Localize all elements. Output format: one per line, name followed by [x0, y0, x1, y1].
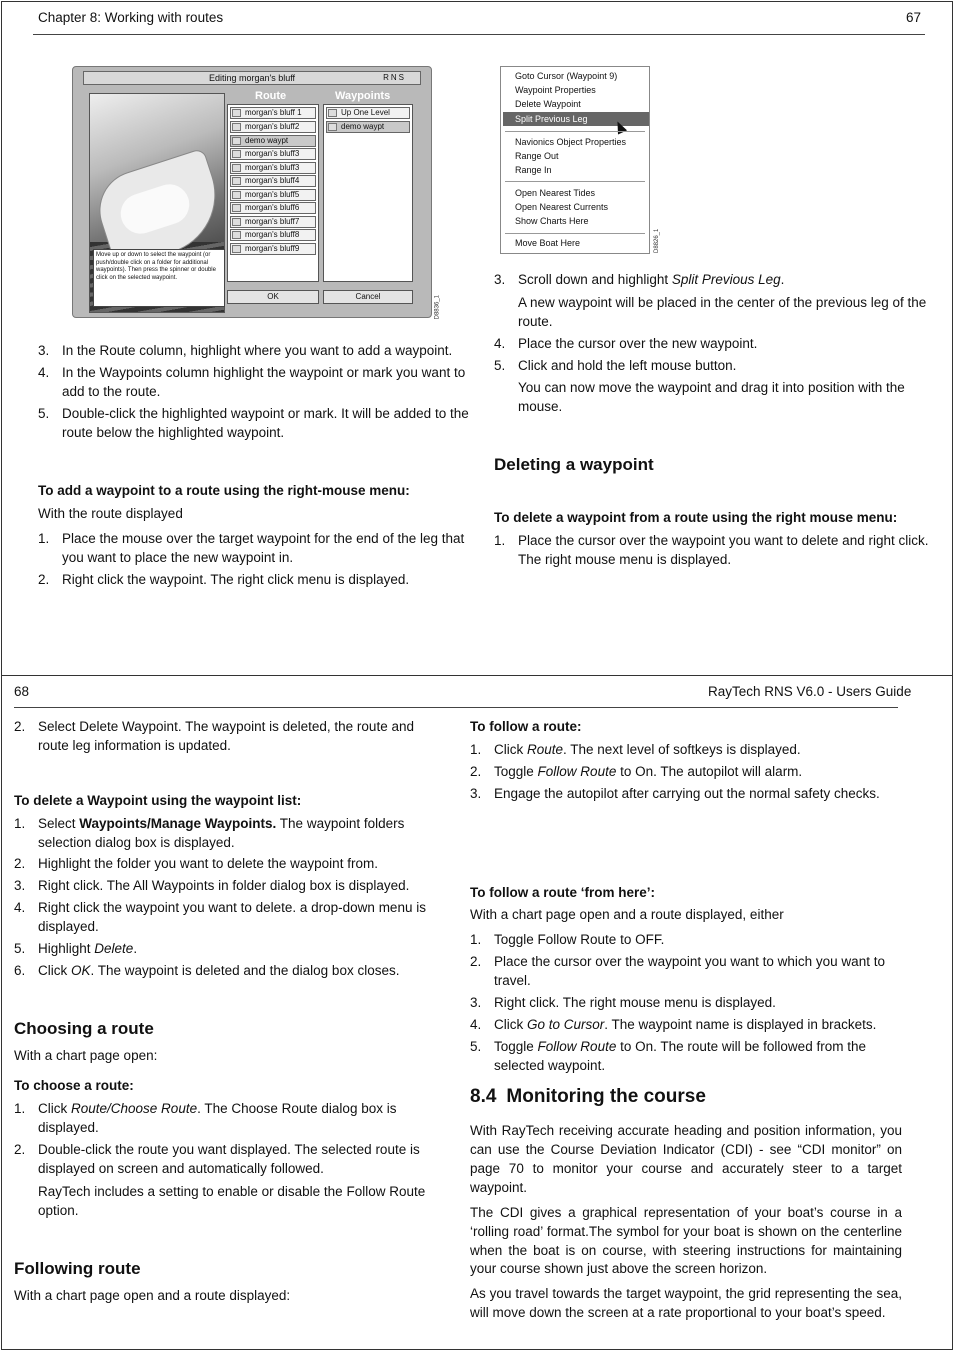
waypoint-icon: [232, 245, 241, 253]
step: 4. Click Go to Cursor. The waypoint name is displayed in brackets.: [470, 1016, 877, 1032]
step: 1. Click Route/Choose Route. The Choose Route dialog box is displayed.: [14, 1101, 397, 1136]
procedure-intro: With the route displayed: [38, 506, 183, 522]
step: 1. Place the mouse over the target waypoint for the end of the leg that you want to place the new waypoint in.: [38, 531, 465, 566]
page67-page-number: 67: [906, 10, 922, 25]
menu-item-range-in[interactable]: Range In: [515, 165, 552, 175]
cancel-button[interactable]: Cancel: [323, 290, 413, 304]
folder-up-icon: [328, 109, 337, 117]
procedure-title: To delete a Waypoint using the waypoint list:: [14, 792, 302, 808]
menu-item-delete-waypoint[interactable]: Delete Waypoint: [515, 99, 581, 109]
step: 1. Click Route. The next level of softkeys is displayed.: [470, 741, 801, 757]
route-list-item[interactable]: morgan's bluff7: [230, 216, 316, 228]
step: 5. Highlight Delete.: [14, 941, 138, 957]
menu-item-range-out[interactable]: Range Out: [515, 151, 559, 161]
add-waypoint-steps: [38, 342, 472, 442]
menu-separator: [505, 181, 645, 182]
menu-item-show-charts-here[interactable]: Show Charts Here: [515, 216, 589, 226]
page67-left-column: [38, 342, 472, 593]
step: 3. In the Route column, highlight where you want to add a waypoint.: [38, 343, 453, 358]
figure-reference: D8836_1: [434, 295, 440, 320]
route-list-item-selected[interactable]: demo waypt: [230, 135, 316, 147]
menu-separator: [505, 233, 645, 234]
dialog-help-text: Move up or down to select the waypoint (or push/double click on a folder for additional waypoints). Then press the spinner or double click on the selected waypoint.: [93, 249, 225, 307]
step: 2. Highlight the folder you want to delete the waypoint from.: [14, 856, 378, 872]
page68-header-rule: [14, 707, 898, 708]
step: 3. Engage the autopilot after carrying out the normal safety checks.: [470, 785, 880, 801]
route-list-item[interactable]: morgan's bluff8: [230, 229, 316, 241]
procedure-title: To choose a route:: [14, 1078, 134, 1094]
menu-item-goto-cursor[interactable]: Goto Cursor (Waypoint 9): [515, 71, 618, 81]
step: 1. Toggle Follow Route to OFF.: [470, 932, 665, 948]
procedure-title: To delete a waypoint from a route using the right mouse menu:: [494, 510, 898, 526]
menu-item-open-nearest-tides[interactable]: Open Nearest Tides: [515, 188, 596, 198]
menu-item-open-nearest-currents[interactable]: Open Nearest Currents: [515, 202, 609, 212]
route-list-item[interactable]: morgan's bluff4: [230, 175, 316, 187]
rns-badge: RNS: [383, 73, 406, 82]
menu-separator: [505, 131, 645, 132]
step: 2. Toggle Follow Route to On. The autopilot will alarm.: [470, 763, 803, 779]
page67-right-column: [494, 271, 930, 573]
ok-button[interactable]: OK: [227, 290, 319, 304]
procedure-title: To add a waypoint to a route using the right-mouse menu:: [38, 483, 410, 499]
procedure-title: To follow a route ‘from here’:: [470, 884, 656, 900]
route-list[interactable]: [227, 104, 319, 282]
step: 2. Place the cursor over the waypoint you want to which you want to travel.: [470, 954, 885, 989]
step: 5. Click and hold the left mouse button. You can now move the waypoint and drag it into position with the mouse.: [494, 357, 905, 415]
procedure-intro: With a chart page open and a route displayed, either: [470, 907, 784, 923]
page68-left-column: [14, 718, 444, 1311]
waypoints-column-header: Waypoints: [335, 90, 391, 102]
menu-item-waypoint-properties[interactable]: Waypoint Properties: [515, 85, 596, 95]
waypoint-icon: [232, 109, 241, 117]
step: 1. Select Waypoints/Manage Waypoints. The waypoint folders selection dialog box is displayed.: [14, 815, 405, 850]
route-list-item[interactable]: morgan's bluff3: [230, 148, 316, 160]
route-list-item[interactable]: morgan's bluff2: [230, 121, 316, 133]
waypoint-icon: [232, 231, 241, 239]
dialog-title-bar: [83, 71, 421, 85]
step: 2. Select Delete Waypoint. The waypoint is deleted, the route and route leg information is updated.: [14, 719, 414, 753]
page-divider: [1, 675, 953, 676]
menu-item-move-boat-here[interactable]: Move Boat Here: [515, 238, 581, 248]
split-leg-steps: [494, 271, 930, 417]
delete-waypoint-list-steps: [14, 815, 444, 981]
waypoint-icon: [232, 164, 241, 172]
step: 2. Double-click the route you want displayed. The selected route is displayed on screen and automatically followed. RayTech includes a setting to enable or disable the Follow Route option.: [14, 1142, 426, 1218]
step: 5. Toggle Follow Route to On. The route will be followed from the selected waypoint.: [470, 1038, 866, 1073]
figure-reference: D8826_1: [654, 228, 660, 253]
step: 2. Right click the waypoint. The right click menu is displayed.: [38, 572, 410, 588]
page68-page-number: 68: [14, 684, 30, 699]
route-list-item[interactable]: morgan's bluff9: [230, 243, 316, 255]
step: 4. Right click the waypoint you want to delete. a drop-down menu is displayed.: [14, 900, 426, 935]
step: 4. Place the cursor over the new waypoint.: [494, 335, 758, 351]
waypoints-list[interactable]: [323, 104, 413, 282]
follow-route-steps: [470, 741, 902, 804]
editing-route-dialog-screenshot: [72, 66, 440, 320]
step: 3. Right click. The All Waypoints in folder dialog box is displayed.: [14, 878, 410, 894]
waypoint-icon: [232, 218, 241, 226]
waypoint-icon: [328, 123, 337, 131]
body-paragraph: As you travel towards the target waypoint, the grid representing the sea, will move down the screen at a rate proportional to your boat’s speed.: [470, 1286, 902, 1321]
step: 4. In the Waypoints column highlight the waypoint or mark you want to add to the route.: [38, 364, 466, 399]
waypoint-icon: [232, 191, 241, 199]
right-click-menu-screenshot: [500, 66, 660, 254]
procedure-title: To follow a route:: [470, 719, 582, 734]
route-list-item[interactable]: morgan's bluff5: [230, 189, 316, 201]
page67-header-left: Chapter 8: Working with routes: [38, 10, 224, 25]
route-column-header: Route: [255, 90, 287, 102]
route-list-item[interactable]: morgan's bluff 1: [230, 107, 316, 119]
step: 1. Place the cursor over the waypoint you want to delete and right click. The right mouse menu is displayed.: [494, 532, 929, 567]
route-list-item[interactable]: morgan's bluff6: [230, 202, 316, 214]
page67-header-rule: [33, 34, 925, 35]
choose-route-steps: [14, 1100, 444, 1220]
waypoints-list-item-selected[interactable]: demo waypt: [326, 121, 410, 133]
waypoint-icon: [232, 123, 241, 131]
section-title-deleting-waypoint: Deleting a waypoint: [494, 455, 654, 475]
step: 6. Click OK. The waypoint is deleted and the dialog box closes.: [14, 962, 400, 978]
section-intro: With a chart page open and a route displayed:: [14, 1287, 291, 1303]
route-list-item[interactable]: morgan's bluff3: [230, 162, 316, 174]
waypoints-list-item[interactable]: Up One Level: [326, 107, 410, 119]
dialog-title: Editing morgan's bluff: [208, 73, 296, 83]
step: 3. Scroll down and highlight Split Previous Leg. A new waypoint will be placed in the center of the previous leg of the route.: [494, 272, 927, 329]
menu-item-split-previous-leg[interactable]: Split Previous Leg: [503, 112, 649, 126]
menu-item-navionics-object-properties[interactable]: Navionics Object Properties: [515, 137, 627, 147]
waypoint-icon: [232, 204, 241, 212]
page68-right-column: [470, 718, 902, 1329]
section-intro: With a chart page open:: [14, 1047, 158, 1063]
waypoint-icon: [232, 177, 241, 185]
section-title-following-route: Following route: [14, 1258, 141, 1278]
follow-from-here-steps: [470, 931, 902, 1075]
page68-header-right: RayTech RNS V6.0 - Users Guide: [708, 684, 912, 699]
body-paragraph: The CDI gives a graphical representation of your boat’s course in a ‘rolling road’ format.The symbol for your boat is shown on the centerline when the boat is on course, with steering instructions for maintaining your course shown just above the screen horizon.: [470, 1204, 902, 1277]
section-title-choosing-route: Choosing a route: [14, 1018, 154, 1038]
waypoint-icon: [232, 137, 241, 145]
right-mouse-menu-steps: [38, 530, 472, 590]
step: 3. Right click. The right mouse menu is displayed.: [470, 995, 776, 1011]
step: 5. Double-click the highlighted waypoint or mark. It will be added to the route below the highlighted waypoint.: [38, 405, 469, 440]
waypoint-icon: [232, 150, 241, 158]
chapter-heading: 8.4 Monitoring the course: [470, 1085, 706, 1107]
delete-waypoint-steps: [494, 532, 930, 570]
body-paragraph: With RayTech receiving accurate heading and position information, you can use the Course Deviation Indicator (CDI) - see “CDI monitor” on page 70 to monitor your course and accurately steer to a target waypoint.: [470, 1123, 902, 1195]
